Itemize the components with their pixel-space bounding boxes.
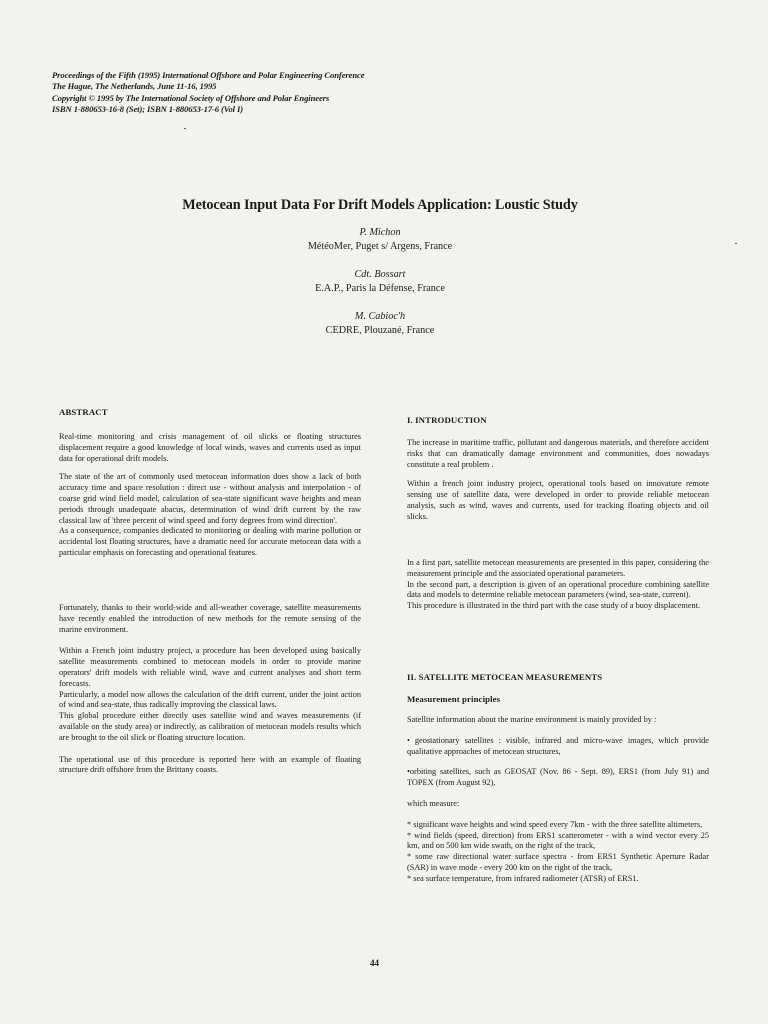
- proceedings-line: Copyright © 1995 by The International Society of Offshore and Polar Engineers: [52, 92, 330, 103]
- abstract-paragraph: Fortunately, thanks to their world-wide and all-weather coverage, satellite measurements have recently enabled the introduction of new methods for the remote sensing of the marine environment.: [59, 603, 361, 634]
- abstract-heading-block: [59, 407, 361, 418]
- satellite-heading: II. SATELLITE METOCEAN MEASUREMENTS: [407, 672, 603, 682]
- paper-title: Metocean Input Data For Drift Models Application: Loustic Study: [182, 197, 578, 213]
- satellite-paragraph: •orbiting satellites, such as GEOSAT (Nov. 86 - Sept. 89), ERS1 (from July 91) and TOPEX (from August 92),: [407, 767, 709, 788]
- abstract-body-2: [59, 603, 361, 776]
- satellite-paragraph: • geostationary satellites : visible, infrared and micro-wave images, which provide qualitative approaches of metocean structures,: [407, 735, 709, 756]
- satellite-list-item: * some raw directional water surface spectra - from ERS1 Synthetic Aperture Radar (SAR) in wave mode - every 200 km on the right of the track,: [407, 852, 709, 872]
- abstract-paragraph: The state of the art of commonly used metocean information does show a lack of both accuracy time and space resolution : direct use - without analysis and interpolation - of coarse grid wind field model, calculation of sea-state significant wave heights and mean periods through unadequate abacus, determination of wind drift current by the raw classical law of 'three percent of wind speed and forty degrees from wind direction'.: [59, 472, 361, 525]
- abstract-body: [59, 432, 361, 559]
- author-affiliation: E.A.P., Paris la Défense, France: [315, 283, 445, 294]
- scan-speck: [735, 243, 737, 244]
- introduction-paragraph: Within a french joint industry project, operational tools based on innovature remote sensing use of satellite data, were developed in order to provide reliable metocean analysis, such as wind, waves and currents, used for tracking floating objects and oil slicks.: [407, 479, 709, 521]
- measurement-principles-subheading: Measurement principles: [407, 694, 501, 704]
- proceedings-line: Proceedings of the Fifth (1995) International Offshore and Polar Engineering Conference: [52, 70, 365, 80]
- author-block: [180, 226, 580, 254]
- author-name: P. Michon: [359, 227, 401, 238]
- introduction-heading: I. INTRODUCTION: [407, 415, 487, 425]
- author-affiliation: MétéoMer, Puget s/ Argens, France: [307, 241, 453, 252]
- satellite-list-item: * significant wave heights and wind speed every 7km - with the three satellite altimeters,: [407, 819, 703, 829]
- author-name: Cdt. Bossart: [354, 269, 406, 280]
- abstract-paragraph: As a consequence, companies dedicated to monitoring or dealing with marine pollution or accidental lost floating structures, have a dramatic need for accurate metocean data with a particular emphasis on forecasting and operational features.: [59, 526, 361, 557]
- satellite-paragraph: which measure:: [407, 798, 460, 808]
- proceedings-header: [52, 70, 512, 116]
- introduction-body-2: [407, 558, 709, 612]
- satellite-list-item: * sea surface temperature, from infrared radiometer (ATSR) of ERS1.: [407, 873, 639, 883]
- introduction-paragraph: This procedure is illustrated in the third part with the case study of a buoy displacement.: [407, 601, 701, 611]
- author-name: M. Cabioc'h: [354, 311, 406, 322]
- author-block: [180, 268, 580, 296]
- abstract-paragraph: Within a French joint industry project, a procedure has been developed using basically satellite measurements combined to metocean models in order to provide marine operators' drift models with reliable wind, wave and current analyses and short term forecasts.: [59, 646, 361, 688]
- introduction-paragraph: In a first part, satellite metocean measurements are presented in this paper, considering the measurement principle and the associated operational parameters.: [407, 558, 709, 578]
- author-affiliation: CEDRE, Plouzané, France: [325, 325, 435, 336]
- proceedings-line: The Hague, The Netherlands, June 11-16, 1995: [52, 81, 217, 92]
- author-block: [180, 310, 580, 338]
- satellite-paragraph: Satellite information about the marine environment is mainly provided by :: [407, 715, 657, 724]
- introduction-paragraph: The increase in maritime traffic, pollutant and dangerous materials, and therefore accident risks that can dramatically damage environment and communities, does nowadays constitute a real problem .: [407, 438, 709, 469]
- abstract-paragraph: This global procedure either directly uses satellite wind and waves measurements (if available on the study area) or indirectly, as calibration of metocean models results which are brought to the oil slick or floating structure location.: [59, 711, 361, 742]
- satellite-section: [407, 672, 709, 885]
- abstract-paragraph: Real-time monitoring and crisis management of oil slicks or floating structures displacement require a good knowledge of local winds, waves and currents used as input data for operational drift models.: [59, 432, 361, 463]
- abstract-paragraph: Particularly, a model now allows the calculation of the drift current, under the joint action of wind and sea-state, thus radically improving the classical laws.: [59, 689, 361, 710]
- scan-speck: [184, 128, 186, 129]
- proceedings-line: ISBN 1-880653-16-8 (Set); ISBN 1-880653-17-6 (Vol I): [52, 104, 244, 115]
- introduction-paragraph: In the second part, a description is given of an operational procedure combining satellite data and models to determine reliable metocean parameters (wind, sea-state, current).: [407, 579, 709, 600]
- satellite-list-item: * wind fields (speed, direction) from ERS1 scatterometer - with a wind vector every 25 km, and on 500 km wide swath, on the right of the track,: [407, 830, 709, 851]
- introduction-body: [407, 438, 709, 523]
- page-number: 44: [370, 958, 379, 968]
- abstract-heading: ABSTRACT: [59, 407, 108, 417]
- introduction-heading-block: [407, 415, 709, 426]
- abstract-paragraph: The operational use of this procedure is reported here with an example of floating structure drift offshore from the Brittany coasts.: [59, 754, 361, 775]
